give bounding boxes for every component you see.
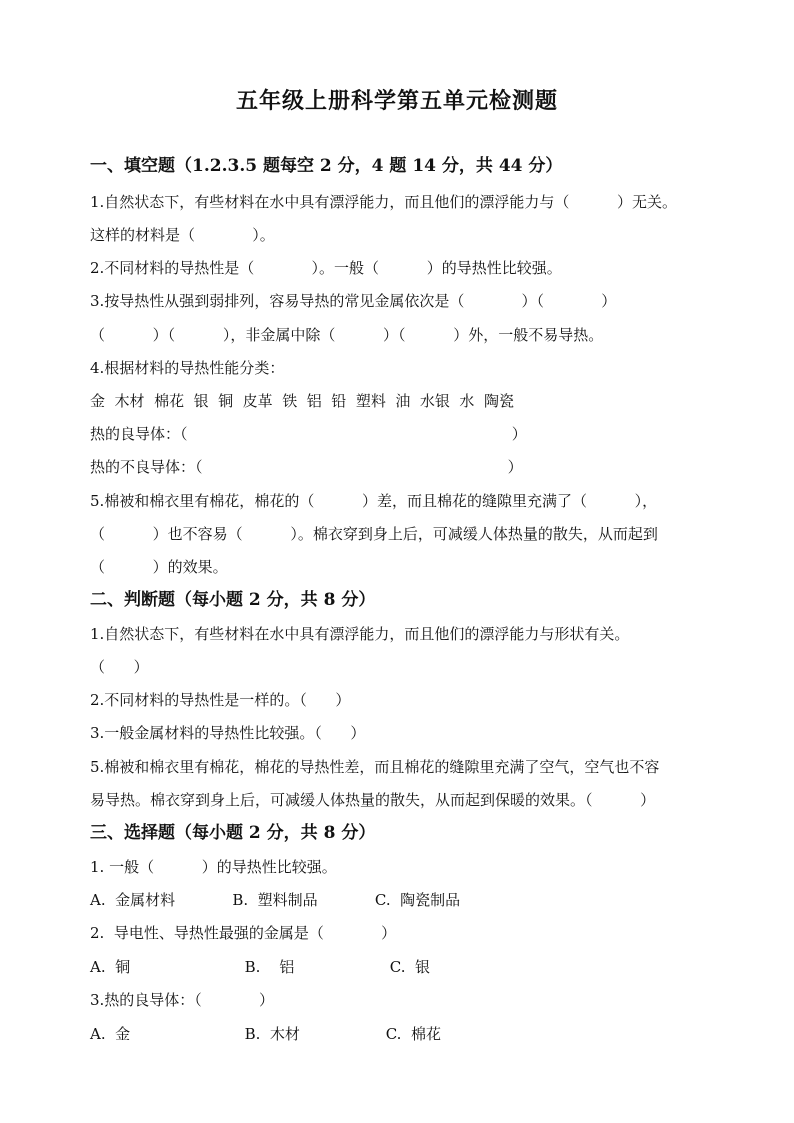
question-line: 2.不同材料的导热性是（ ）。一般（ ）的导热性比较强。 bbox=[90, 259, 562, 277]
question-line: 3.热的良导体：（ ） bbox=[90, 991, 275, 1009]
material-list: 金 木材 棉花 银 铜 皮革 铁 铝 铅 塑料 油 水银 水 陶瓷 bbox=[90, 392, 514, 410]
question-line: 4.根据材料的导热性能分类： bbox=[90, 359, 285, 377]
question-line: （ ）也不容易（ ）。棉衣穿到身上后，可减缓人体热量的散失，从而起到 bbox=[90, 525, 658, 543]
question-line: 5.棉被和棉衣里有棉花，棉花的导热性差，而且棉花的缝隙里充满了空气，空气也不容 bbox=[90, 758, 660, 776]
answer-options: A. 铜 B. 铝 C. 银 bbox=[90, 958, 431, 976]
question-line: 2. 导电性、导热性最强的金属是（ ） bbox=[90, 924, 397, 942]
question-line: 5.棉被和棉衣里有棉花，棉花的（ ）差，而且棉花的缝隙里充满了（ ）， bbox=[90, 492, 658, 510]
question-line: （ ）（ ），非金属中除（ ）（ ）外，一般不易导热。 bbox=[90, 326, 604, 344]
document-title: 五年级上册科学第五单元检测题 bbox=[235, 88, 558, 114]
question-line: 1. 一般（ ）的导热性比较强。 bbox=[90, 858, 337, 876]
question-line: 易导热。棉衣穿到身上后，可减缓人体热量的散失，从而起到保暖的效果。（ ） bbox=[90, 791, 656, 809]
question-line: 1.自然状态下，有些材料在水中具有漂浮能力，而且他们的漂浮能力与（ ）无关。 bbox=[90, 193, 677, 211]
section-2-heading: 二、判断题（每小题 2 分，共 8 分） bbox=[90, 590, 376, 610]
section-1-heading: 一、填空题（1.2.3.5 题每空 2 分，4 题 14 分，共 44 分） bbox=[90, 156, 563, 176]
question-line: （ ） bbox=[90, 658, 149, 676]
answer-options: A. 金 B. 木材 C. 棉花 bbox=[90, 1025, 441, 1043]
answer-options: A. 金属材料 B. 塑料制品 C. 陶瓷制品 bbox=[90, 891, 461, 909]
question-line: 1.自然状态下，有些材料在水中具有漂浮能力，而且他们的漂浮能力与形状有关。 bbox=[90, 625, 630, 643]
question-line: 热的良导体：（ ） bbox=[90, 425, 527, 443]
question-line: 这样的材料是（ ）。 bbox=[90, 226, 275, 244]
question-line: 热的不良导体：（ ） bbox=[90, 458, 523, 476]
question-line: （ ）的效果。 bbox=[90, 558, 228, 576]
question-line: 3.按导热性从强到弱排列，容易导热的常见金属依次是（ ）（ ） bbox=[90, 292, 617, 310]
question-line: 3.一般金属材料的导热性比较强。（ ） bbox=[90, 724, 366, 742]
question-line: 2.不同材料的导热性是一样的。（ ） bbox=[90, 691, 351, 709]
section-3-heading: 三、选择题（每小题 2 分，共 8 分） bbox=[90, 823, 376, 843]
